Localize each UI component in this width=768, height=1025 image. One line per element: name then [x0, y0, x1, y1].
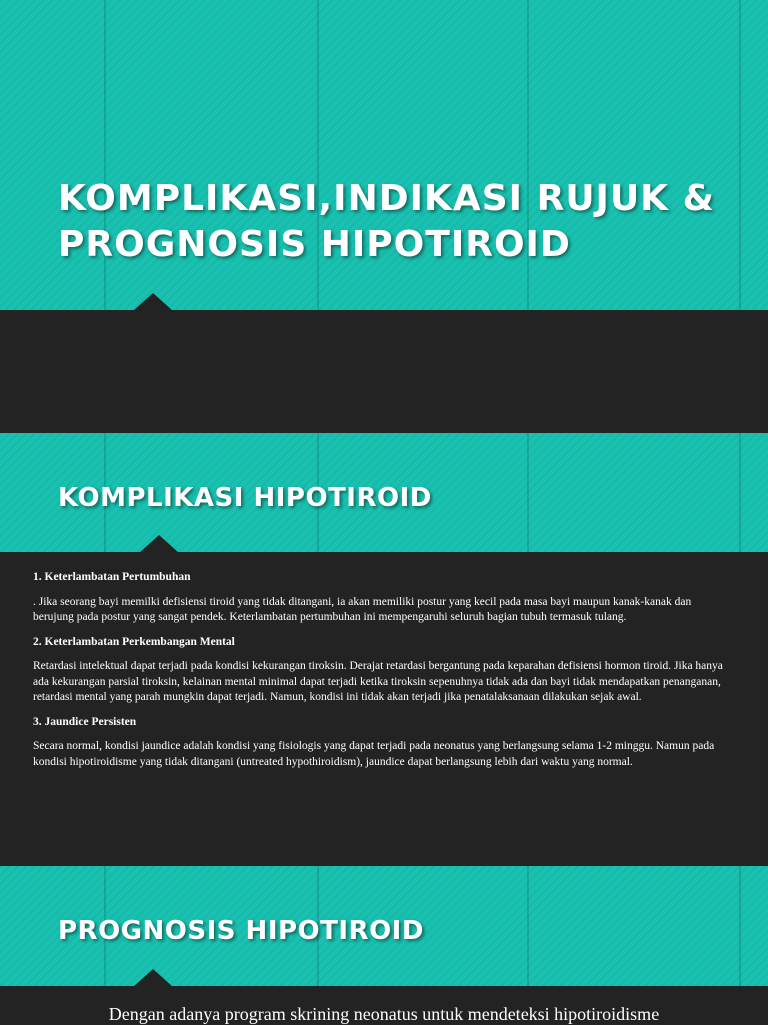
- section-text: Secara normal, kondisi jaundice adalah kondisi yang fisiologis yang dapat terjadi pada neonatus yang berlangsung selama 1-2 minggu. Namun pada kondisi hipotiroidisme yang tidak ditangani (untreated hypothiroidism), jaundice dapat berlangsung lebih dari waktu yang normal.: [33, 740, 715, 768]
- slide2-content: [33, 570, 723, 779]
- slide1-notch: [133, 293, 173, 311]
- slide2-header: [0, 433, 768, 552]
- slide1-header: [0, 0, 768, 310]
- section-heading: 3. Jaundice Persisten: [33, 715, 137, 728]
- slide3-text: Dengan adanya program skrining neonatus untuk mendeteksi hipotiroidisme: [108, 1004, 660, 1024]
- section-heading: 2. Keterlambatan Perkembangan Mental: [33, 635, 235, 648]
- slide1-title-line2: PROGNOSIS HIPOTIROID: [58, 224, 571, 265]
- slide3-title: PROGNOSIS HIPOTIROID: [58, 916, 424, 946]
- slide2-title: KOMPLIKASI HIPOTIROID: [58, 483, 432, 513]
- slide3-header: [0, 866, 768, 986]
- slide2-notch: [139, 535, 179, 553]
- section-heading: 1. Keterlambatan Pertumbuhan: [33, 571, 191, 583]
- slide3-notch: [133, 969, 173, 987]
- section-text: Retardasi intelektual dapat terjadi pada kondisi kekurangan tiroksin. Derajat retardasi bergantung pada keparahan defisiensi hormon tiroid. Jika hanya ada kekurangan parsial tiroksin, kelainan mental minimal dapat terjadi ketika tiroksin sepenuhnya tidak ada dan bayi tidak mendapatkan penanganan, retardasi mental yang parah mungkin dapat terjadi. Namun, kondisi ini tidak akan terjadi jika penatalaksanaan dilakukan sejak awal.: [33, 660, 723, 703]
- slide1-title-line1: KOMPLIKASI,INDIKASI RUJUK &: [58, 178, 715, 219]
- slide1-body: [0, 310, 768, 432]
- slide1-title: [58, 176, 715, 268]
- section-text: . Jika seorang bayi memilki defisiensi tiroid yang tidak ditangani, ia akan memiliki postur yang kecil pada masa bayi maupun kanak-kanak dan berujung pada postur yang sangat pendek. Keterlambatan pertumbuhan ini mempengaruhi seluruh bagian tubuh termasuk tulang.: [33, 595, 692, 623]
